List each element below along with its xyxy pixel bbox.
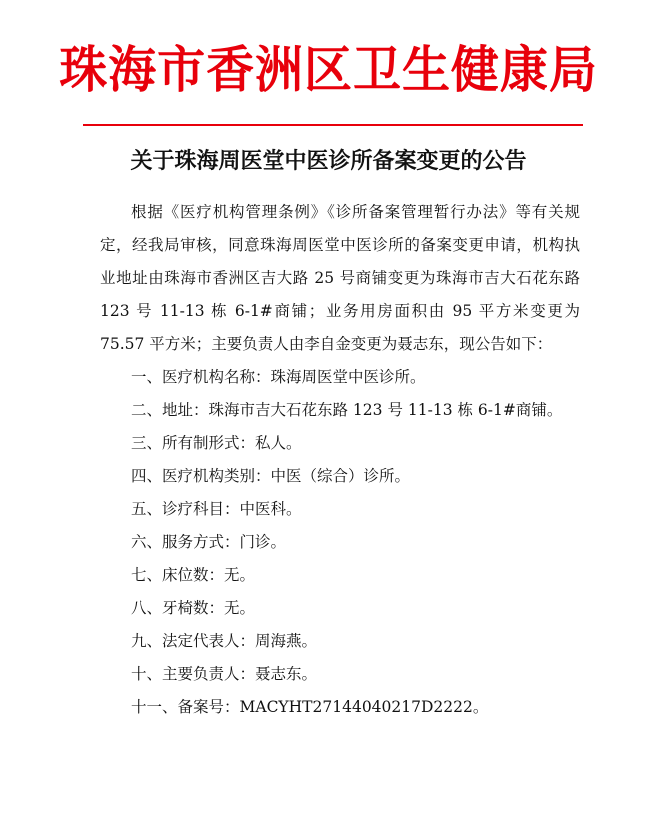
item-6: 六、服务方式：门诊。 — [131, 533, 287, 551]
letterhead-title: 珠海市香洲区卫生健康局 — [59, 40, 598, 99]
item-1: 一、医疗机构名称：珠海周医堂中医诊所。 — [131, 368, 426, 386]
item-8: 八、牙椅数：无。 — [131, 599, 256, 617]
item-2: 二、地址：珠海市吉大石花东路 123 号 11-13 栋 6-1#商铺。 — [131, 401, 563, 419]
item-3: 三、所有制形式：私人。 — [131, 434, 302, 452]
intro-paragraph: 根据《医疗机构管理条例》《诊所备案管理暂行办法》等有关规定，经我局审核，同意珠海周医堂中医诊所的备案变更申请，机构执业地址由珠海市香洲区吉大路 25 号商铺变更为珠海市吉大石花东路 123 号 11-13 栋 6-1#商铺；业务用房面积由 95 平方米变更为 75.57 平方米；主要负责人由李自金变更为聂志东，现公告如下： — [100, 203, 580, 353]
letterhead-divider — [83, 124, 583, 126]
item-5: 五、诊疗科目：中医科。 — [131, 500, 302, 518]
item-9: 九、法定代表人：周海燕。 — [131, 632, 318, 650]
notice-title: 关于珠海周医堂中医诊所备案变更的公告 — [130, 148, 527, 174]
item-4: 四、医疗机构类别：中医（综合）诊所。 — [131, 467, 411, 485]
item-10: 十、主要负责人：聂志东。 — [131, 665, 318, 683]
item-11: 十一、备案号：MACYHT27144040217D2222。 — [131, 698, 489, 716]
item-7: 七、床位数：无。 — [131, 566, 256, 584]
notice-body — [100, 196, 580, 724]
